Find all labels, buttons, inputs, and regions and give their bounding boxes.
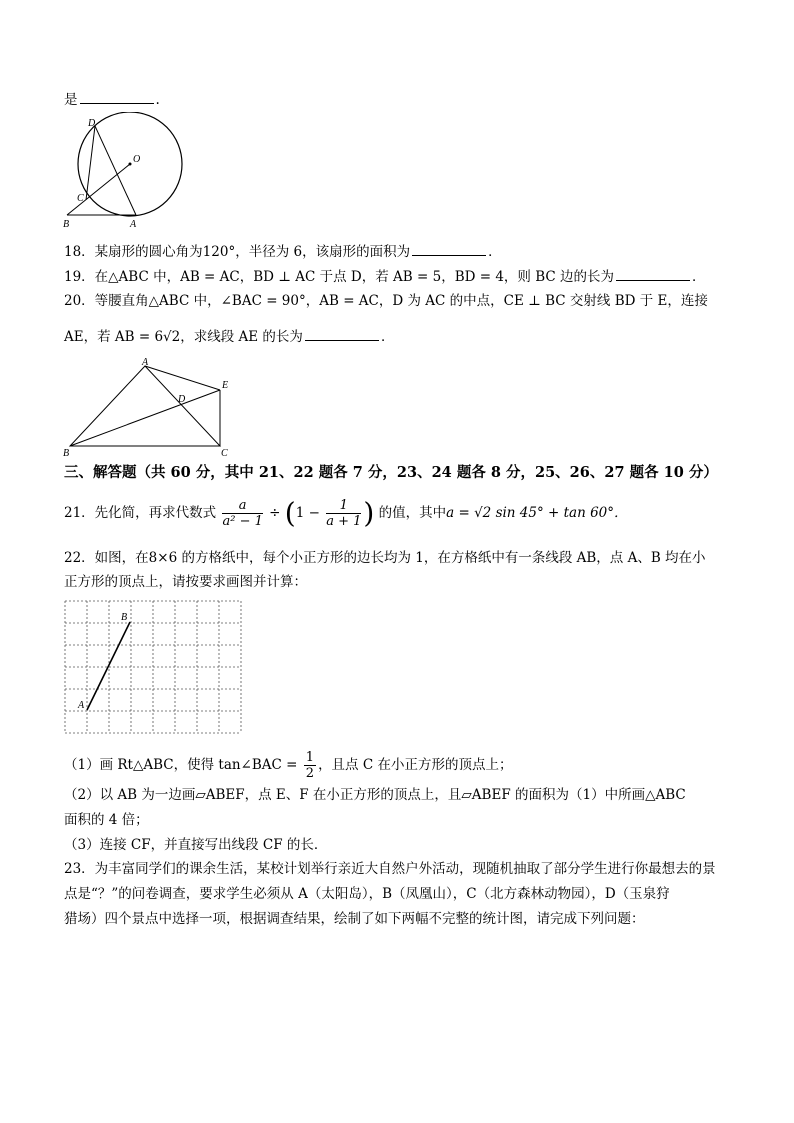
- question-19: 19．在△ABC 中，AB = AC，BD ⊥ AC 于点 D，若 AB = 5，BD = 4，则 BC 边的长为 ．: [64, 269, 706, 285]
- question-23-line2: 点是“？”的问卷调查，要求学生必须从 A（太阳岛），B（凤凰山），C（北方森林动物园），D（玉泉狩: [64, 886, 670, 902]
- grid-lines: [65, 601, 241, 733]
- segment-da: [95, 126, 136, 215]
- label-c: C: [77, 193, 84, 204]
- question-20-line2: AE，若 AB = 6√2，求线段 AE 的长为 ．: [64, 329, 395, 345]
- label-a: A: [142, 358, 149, 368]
- answer-blank: [616, 267, 690, 281]
- answer-blank: [305, 327, 379, 341]
- figure-17-circle: [60, 112, 190, 230]
- question-22-part2-line1: （2）以 AB 为一边画▱ABEF，点 E、F 在小正方形的顶点上，且▱ABEF 的面积为（1）中所画△ABC: [64, 787, 686, 803]
- label-d: D: [178, 394, 186, 405]
- question-22-part1: （1）画 Rt△ABC，使得 tan∠BAC = $\frac{1}{2}$ ，且点 C 在小正方形的顶点上；: [64, 750, 513, 781]
- answer-blank: [80, 90, 154, 104]
- question-23-line3: 猎场）四个景点中选择一项，根据调查结果，绘制了如下两幅不完整的统计图，请完成下列问题：: [64, 911, 645, 927]
- label-a: A: [78, 700, 85, 711]
- fraction-a-over-a2minus1: $\frac{a}{\text{a² − 1}}$: [222, 498, 263, 529]
- segment-be: [70, 390, 220, 446]
- label-c: C: [221, 448, 228, 458]
- question-22-part2-line2: 面积的 4 倍；: [64, 812, 149, 828]
- question-20-line1: 20．等腰直角△ABC 中，∠BAC = 90°，AB = AC，D 为 AC 的中点，CE ⊥ BC 交射线 BD 于 E，连接: [64, 293, 708, 309]
- label-b: B: [121, 612, 128, 623]
- label-e: E: [222, 380, 229, 391]
- center-point: [129, 163, 132, 166]
- label-b: B: [63, 219, 70, 230]
- segment-dc: [86, 126, 95, 200]
- q17-tail: 是 .: [64, 92, 160, 108]
- figure-22-grid: [64, 600, 244, 734]
- segment-ab: [87, 622, 130, 710]
- label-a: A: [130, 219, 137, 230]
- fraction-1-over-aplus1: $\frac{1}{a + 1}$: [326, 498, 362, 529]
- label-o: O: [133, 154, 141, 165]
- question-21: 21．先化简，再求代数式 $\frac{a}{\text{a² − 1}}$ ÷ (1 − $\frac{1}{a + 1}$ ) 的值，其中a = √2 sin 45° + tan 60°．: [64, 496, 628, 530]
- triangle-abc: [70, 366, 220, 446]
- label-d: D: [88, 118, 96, 129]
- fraction-one-half: $\frac{1}{2}$: [305, 750, 315, 781]
- question-22-part3: （3）连接 CF，并直接写出线段 CF 的长．: [64, 837, 328, 853]
- section-3-heading: 三、解答题（共 60 分，其中 21、22 题各 7 分，23、24 题各 8 分，25、26、27 题各 10 分）: [64, 464, 718, 481]
- question-22-line1: 22．如图，在8×6 的方格纸中，每个小正方形的边长均为 1，在方格纸中有一条线段 AB，点 A、B 均在小: [64, 550, 706, 566]
- question-18: 18．某扇形的圆心角为120°，半径为 6，该扇形的面积为 ．: [64, 244, 502, 260]
- question-23-line1: 23．为丰富同学们的课余生活，某校计划举行亲近大自然户外活动，现随机抽取了部分学生进行你最想去的景: [64, 861, 716, 877]
- figure-20-triangle: [60, 358, 240, 458]
- segment-bo: [67, 164, 130, 215]
- label-b: B: [63, 448, 70, 458]
- question-22-line2: 正方形的顶点上，请按要求画图并计算：: [64, 574, 307, 590]
- answer-blank: [412, 242, 486, 256]
